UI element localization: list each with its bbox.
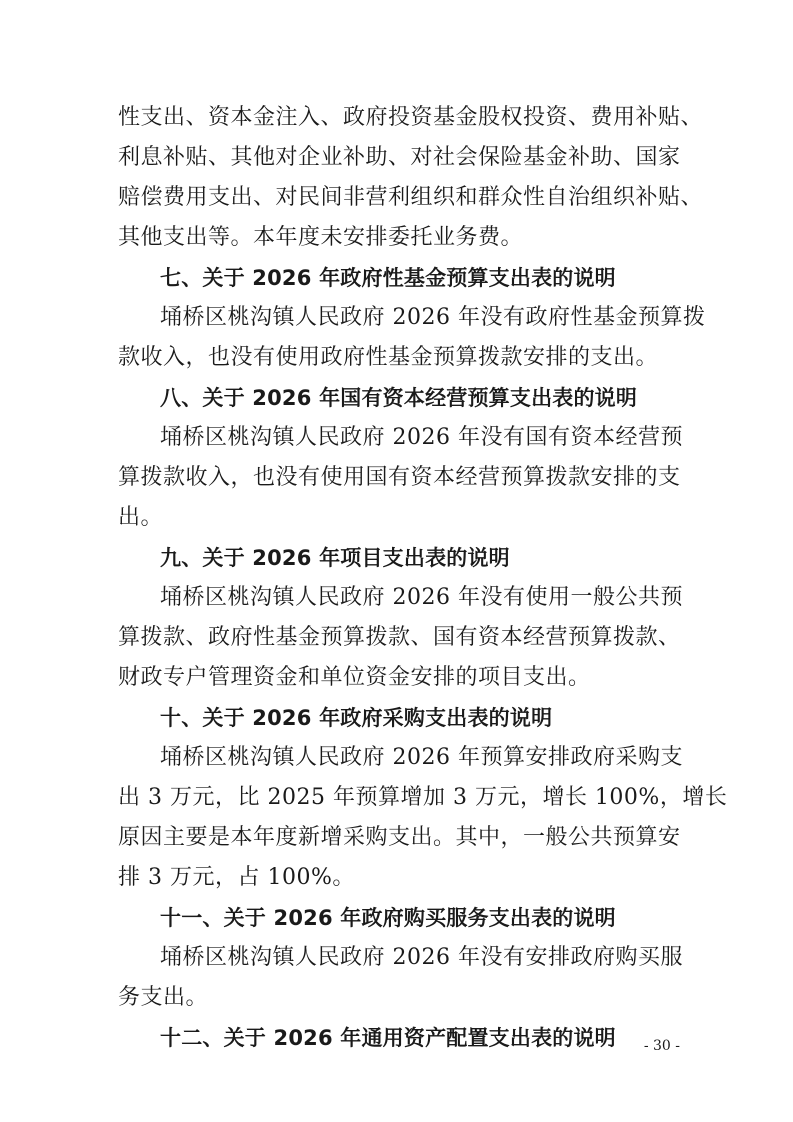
section-heading-7: 七、关于 2026 年政府性基金预算支出表的说明 [160,266,616,290]
body-line: 埇桥区桃沟镇人民政府 2026 年没有安排政府购买服 [160,945,683,970]
body-line: 务支出。 [118,985,209,1010]
page-number: - 30 - [643,1038,680,1054]
section-heading-9: 九、关于 2026 年项目支出表的说明 [160,546,510,570]
body-line: 埇桥区桃沟镇人民政府 2026 年没有使用一般公共预 [160,585,683,610]
body-line: 埇桥区桃沟镇人民政府 2026 年没有政府性基金预算拨 [160,305,706,330]
body-line: 赔偿费用支出、对民间非营利组织和群众性自治组织补贴、 [118,185,704,210]
body-line: 排 3 万元，占 100%。 [118,865,355,890]
body-line: 埇桥区桃沟镇人民政府 2026 年预算安排政府采购支 [160,745,683,770]
body-line: 算拨款、政府性基金预算拨款、国有资本经营预算拨款、 [118,625,681,650]
body-line: 财政专户管理资金和单位资金安排的项目支出。 [118,665,591,690]
body-line: 性支出、资本金注入、政府投资基金股权投资、费用补贴、 [118,105,704,130]
section-heading-12: 十二、关于 2026 年通用资产配置支出表的说明 [160,1026,616,1050]
section-heading-11: 十一、关于 2026 年政府购买服务支出表的说明 [160,906,616,930]
body-line: 其他支出等。本年度未安排委托业务费。 [118,225,524,250]
body-line: 款收入，也没有使用政府性基金预算拨款安排的支出。 [118,345,659,370]
body-line: 埇桥区桃沟镇人民政府 2026 年没有国有资本经营预 [160,425,683,450]
body-line: 算拨款收入，也没有使用国有资本经营预算拨款安排的支 [118,465,681,490]
body-line: 出 3 万元，比 2025 年预算增加 3 万元，增长 100%，增长 [118,785,728,810]
body-line: 利息补贴、其他对企业补助、对社会保险基金补助、国家 [118,145,681,170]
body-line: 原因主要是本年度新增采购支出。其中，一般公共预算安 [118,825,681,850]
body-line: 出。 [118,505,164,530]
section-heading-8: 八、关于 2026 年国有资本经营预算支出表的说明 [160,386,638,410]
section-heading-10: 十、关于 2026 年政府采购支出表的说明 [160,706,553,730]
